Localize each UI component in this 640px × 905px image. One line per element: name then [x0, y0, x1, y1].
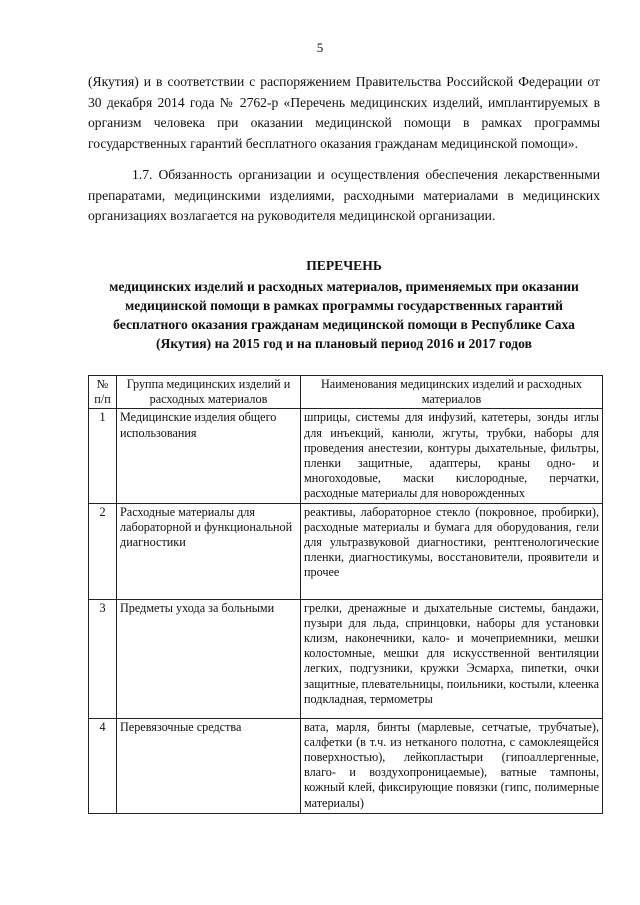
row-group: Расходные материалы для лабораторной и функциональной диагностики — [117, 503, 301, 599]
row-group: Перевязочные средства — [117, 718, 301, 813]
list-title — [100, 256, 588, 353]
row-items: вата, марля, бинты (марлевые, сетчатые, трубчатые), салфетки (в т.ч. из нетканого полотна, с самоклеящейся поверхностью), лейкопластыри (гипоаллергенные, влаго- и воздухопроницаемые), ватные тампоны, кожный клей, фиксирующие повязки (гипс, полимерные материалы) — [301, 718, 603, 813]
row-number: 1 — [89, 409, 117, 503]
table-row — [89, 599, 603, 718]
table-header-row — [89, 376, 603, 409]
row-number: 3 — [89, 599, 117, 718]
header-group: Группа медицинских изделий и расходных материалов — [117, 376, 301, 409]
list-title-subtitle: медицинских изделий и расходных материалов, применяемых при оказании медицинской помощи в рамках программы государственных гарантий бесплатного оказания гражданам медицинской помощи в Республике Саха (Якутия) на 2015 год и на плановый период 2016 и 2017 годов — [109, 279, 579, 351]
row-items: грелки, дренажные и дыхательные системы, бандажи, пузыри для льда, спринцовки, наборы для установки клизм, наконечники, кало- и мочеприемники, мешки колостомные, мешки для искусственной вентиляции легких, подгузники, кружки Эсмарха, пипетки, очки защитные, плевательницы, поильники, костыли, клеенка подкладная, термометры — [301, 599, 603, 718]
row-items: шприцы, системы для инфузий, катетеры, зонды иглы для инъекций, канюли, жгуты, трубки, наборы для проведения анестезии, контуры дыхательные, фильтры, пленки защитные, адаптеры, краны одно- и многоходовые, маски кислородные, перчатки, расходные материалы для новорожденных — [301, 409, 603, 503]
header-number: № п/п — [89, 376, 117, 409]
row-group: Предметы ухода за больными — [117, 599, 301, 718]
materials-table — [88, 375, 603, 814]
paragraph-1-7: 1.7. Обязанность организации и осуществления обеспечения лекарственными препаратами, медицинскими изделиями, расходными материалами в медицинских организациях возлагается на руководителя медицинской организации. — [88, 167, 600, 223]
table-row — [89, 503, 603, 599]
table-row — [89, 718, 603, 813]
header-items: Наименования медицинских изделий и расходных материалов — [301, 376, 603, 409]
table-row — [89, 409, 603, 503]
page-number: 5 — [316, 40, 324, 55]
row-number: 2 — [89, 503, 117, 599]
paragraph-intro: (Якутия) и в соответствии с распоряжением Правительства Российской Федерации от 30 декабря 2014 года № 2762-р «Перечень медицинских изделий, имплантируемых в организм человека при оказании медицинской помощи в рамках программы государственных гарантий бесплатного оказания гражданам медицинской помощи». — [88, 74, 600, 151]
list-title-main: ПЕРЕЧЕНЬ — [306, 258, 382, 273]
row-items: реактивы, лабораторное стекло (покровное, пробирки), расходные материалы и бумага для оборудования, гели для ультразвуковой диагностики, рентгенологические пленки, диагностикумы, восстановители, проявители и прочее — [301, 503, 603, 599]
row-number: 4 — [89, 718, 117, 813]
row-group: Медицинские изделия общего использования — [117, 409, 301, 503]
